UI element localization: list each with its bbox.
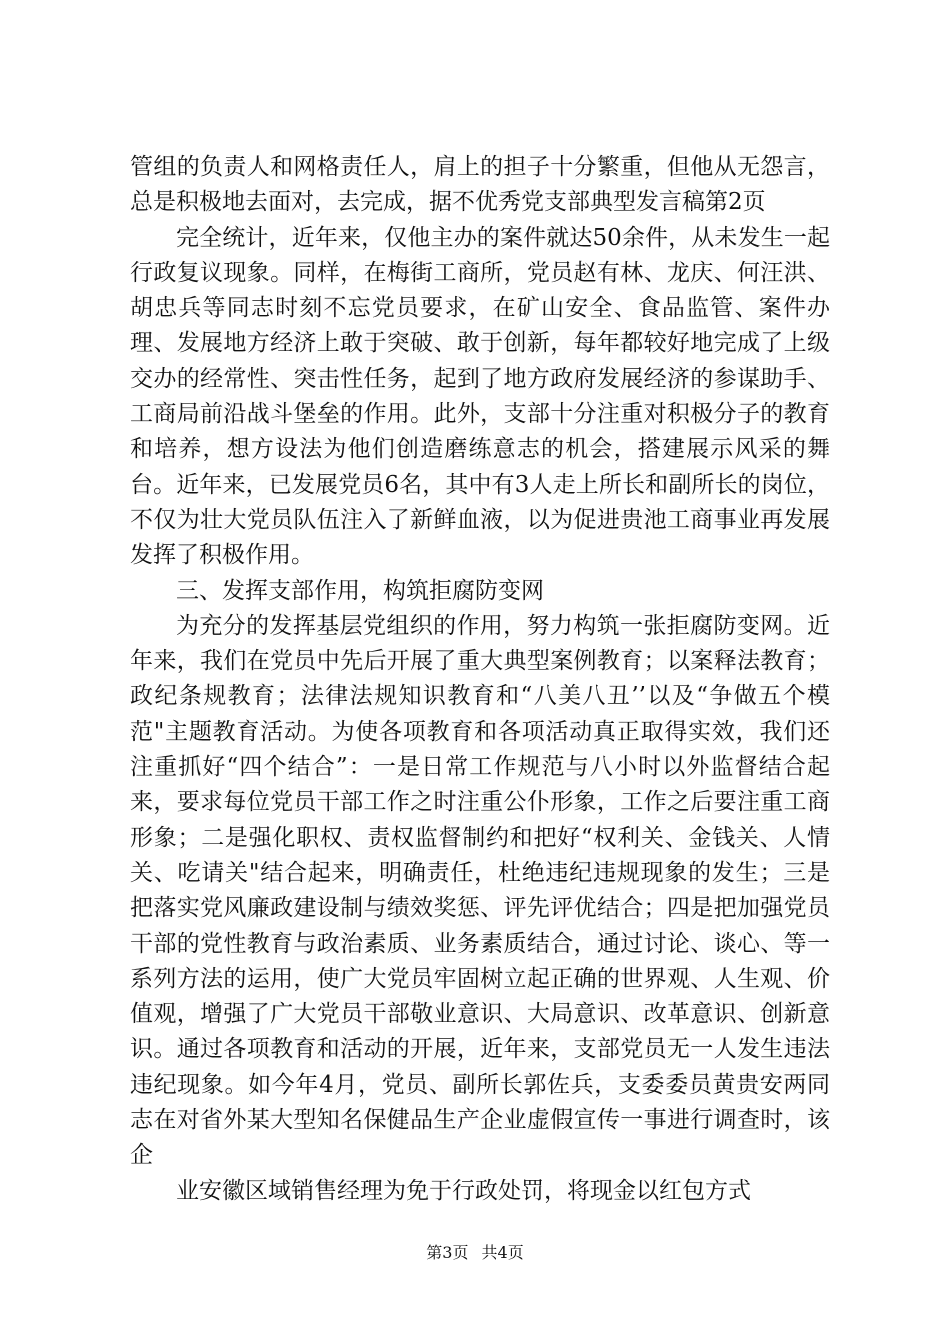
page-footer — [0, 1243, 950, 1263]
page-total: 共4页 — [481, 1243, 524, 1262]
section-heading-3: 三、发挥支部作用，构筑拒腐防变网 — [176, 577, 544, 604]
paragraph-case-statistics: 完全统计，近年来，仅他主办的案件就达50余件，从未发生一起行政复议现象。同样，在梅街工商所，党员赵有林、龙庆、何汪洪、胡忠兵等同志时刻不忘党员要求，在矿山安全、食品监管、案件办理、发展地方经济上敢于突破、敢于创新，每年都较好地完成了上级交办的经常性、突击性任务，起到了地方政府发展经济的参谋助手、工商局前沿战斗堡垒的作用。此外，支部十分注重对积极分子的教育和培养，想方设法为他们创造磨练意志的机会，搭建展示风采的舞台。近年来，已发展党员6名，其中有3人走上所长和副所长的岗位，不仅为壮大党员队伍注入了新鲜血液，以为促进贵池工商事业再发展发挥了积极作用。 — [130, 224, 830, 569]
paragraph-final-line: 业安徽区域销售经理为免于行政处罚，将现金以红包方式 — [176, 1177, 751, 1204]
paragraph-continuation: 管组的负责人和网格责任人，肩上的担子十分繁重，但他从无怨言，总是积极地去面对，去完成，据不优秀党支部典型发言稿第2页 — [130, 154, 830, 216]
paragraph-anti-corruption: 为充分的发挥基层党组织的作用，努力构筑一张拒腐防变网。近年来，我们在党员中先后开展了重大典型案例教育；以案释法教育；政纪条规教育；法律法规知识教育和“八美八丑’’以及“争做五个模范"主题教育活动。为使各项教育和各项活动真正取得实效，我们还注重抓好“四个结合”：一是日常工作规范与八小时以外监督结合起来，要求每位党员干部工作之时注重公仆形象，工作之后要注重工商形象；二是强化职权、责权监督制约和把好“权利关、金钱关、人情关、吃请关"结合起来，明确责任，杜绝违纪违规现象的发生；三是把落实党风廉政建设制与绩效奖惩、评先评优结合；四是把加强党员干部的党性教育与政治素质、业务素质结合，通过讨论、谈心、等一系列方法的运用，使广大党员牢固树立起正确的世界观、人生观、价值观，增强了广大党员干部敬业意识、大局意识、改革意识、创新意识。通过各项教育和活动的开展，近年来，支部党员无一人发生违法违纪现象。如今年4月，党员、副所长郭佐兵，支委委员黄贵安两同志在对省外某大型知名保健品生产企业虚假宣传一事进行调查时，该企 — [130, 612, 830, 1169]
document-body — [130, 150, 830, 1209]
page-number: 第3页 — [426, 1243, 469, 1262]
